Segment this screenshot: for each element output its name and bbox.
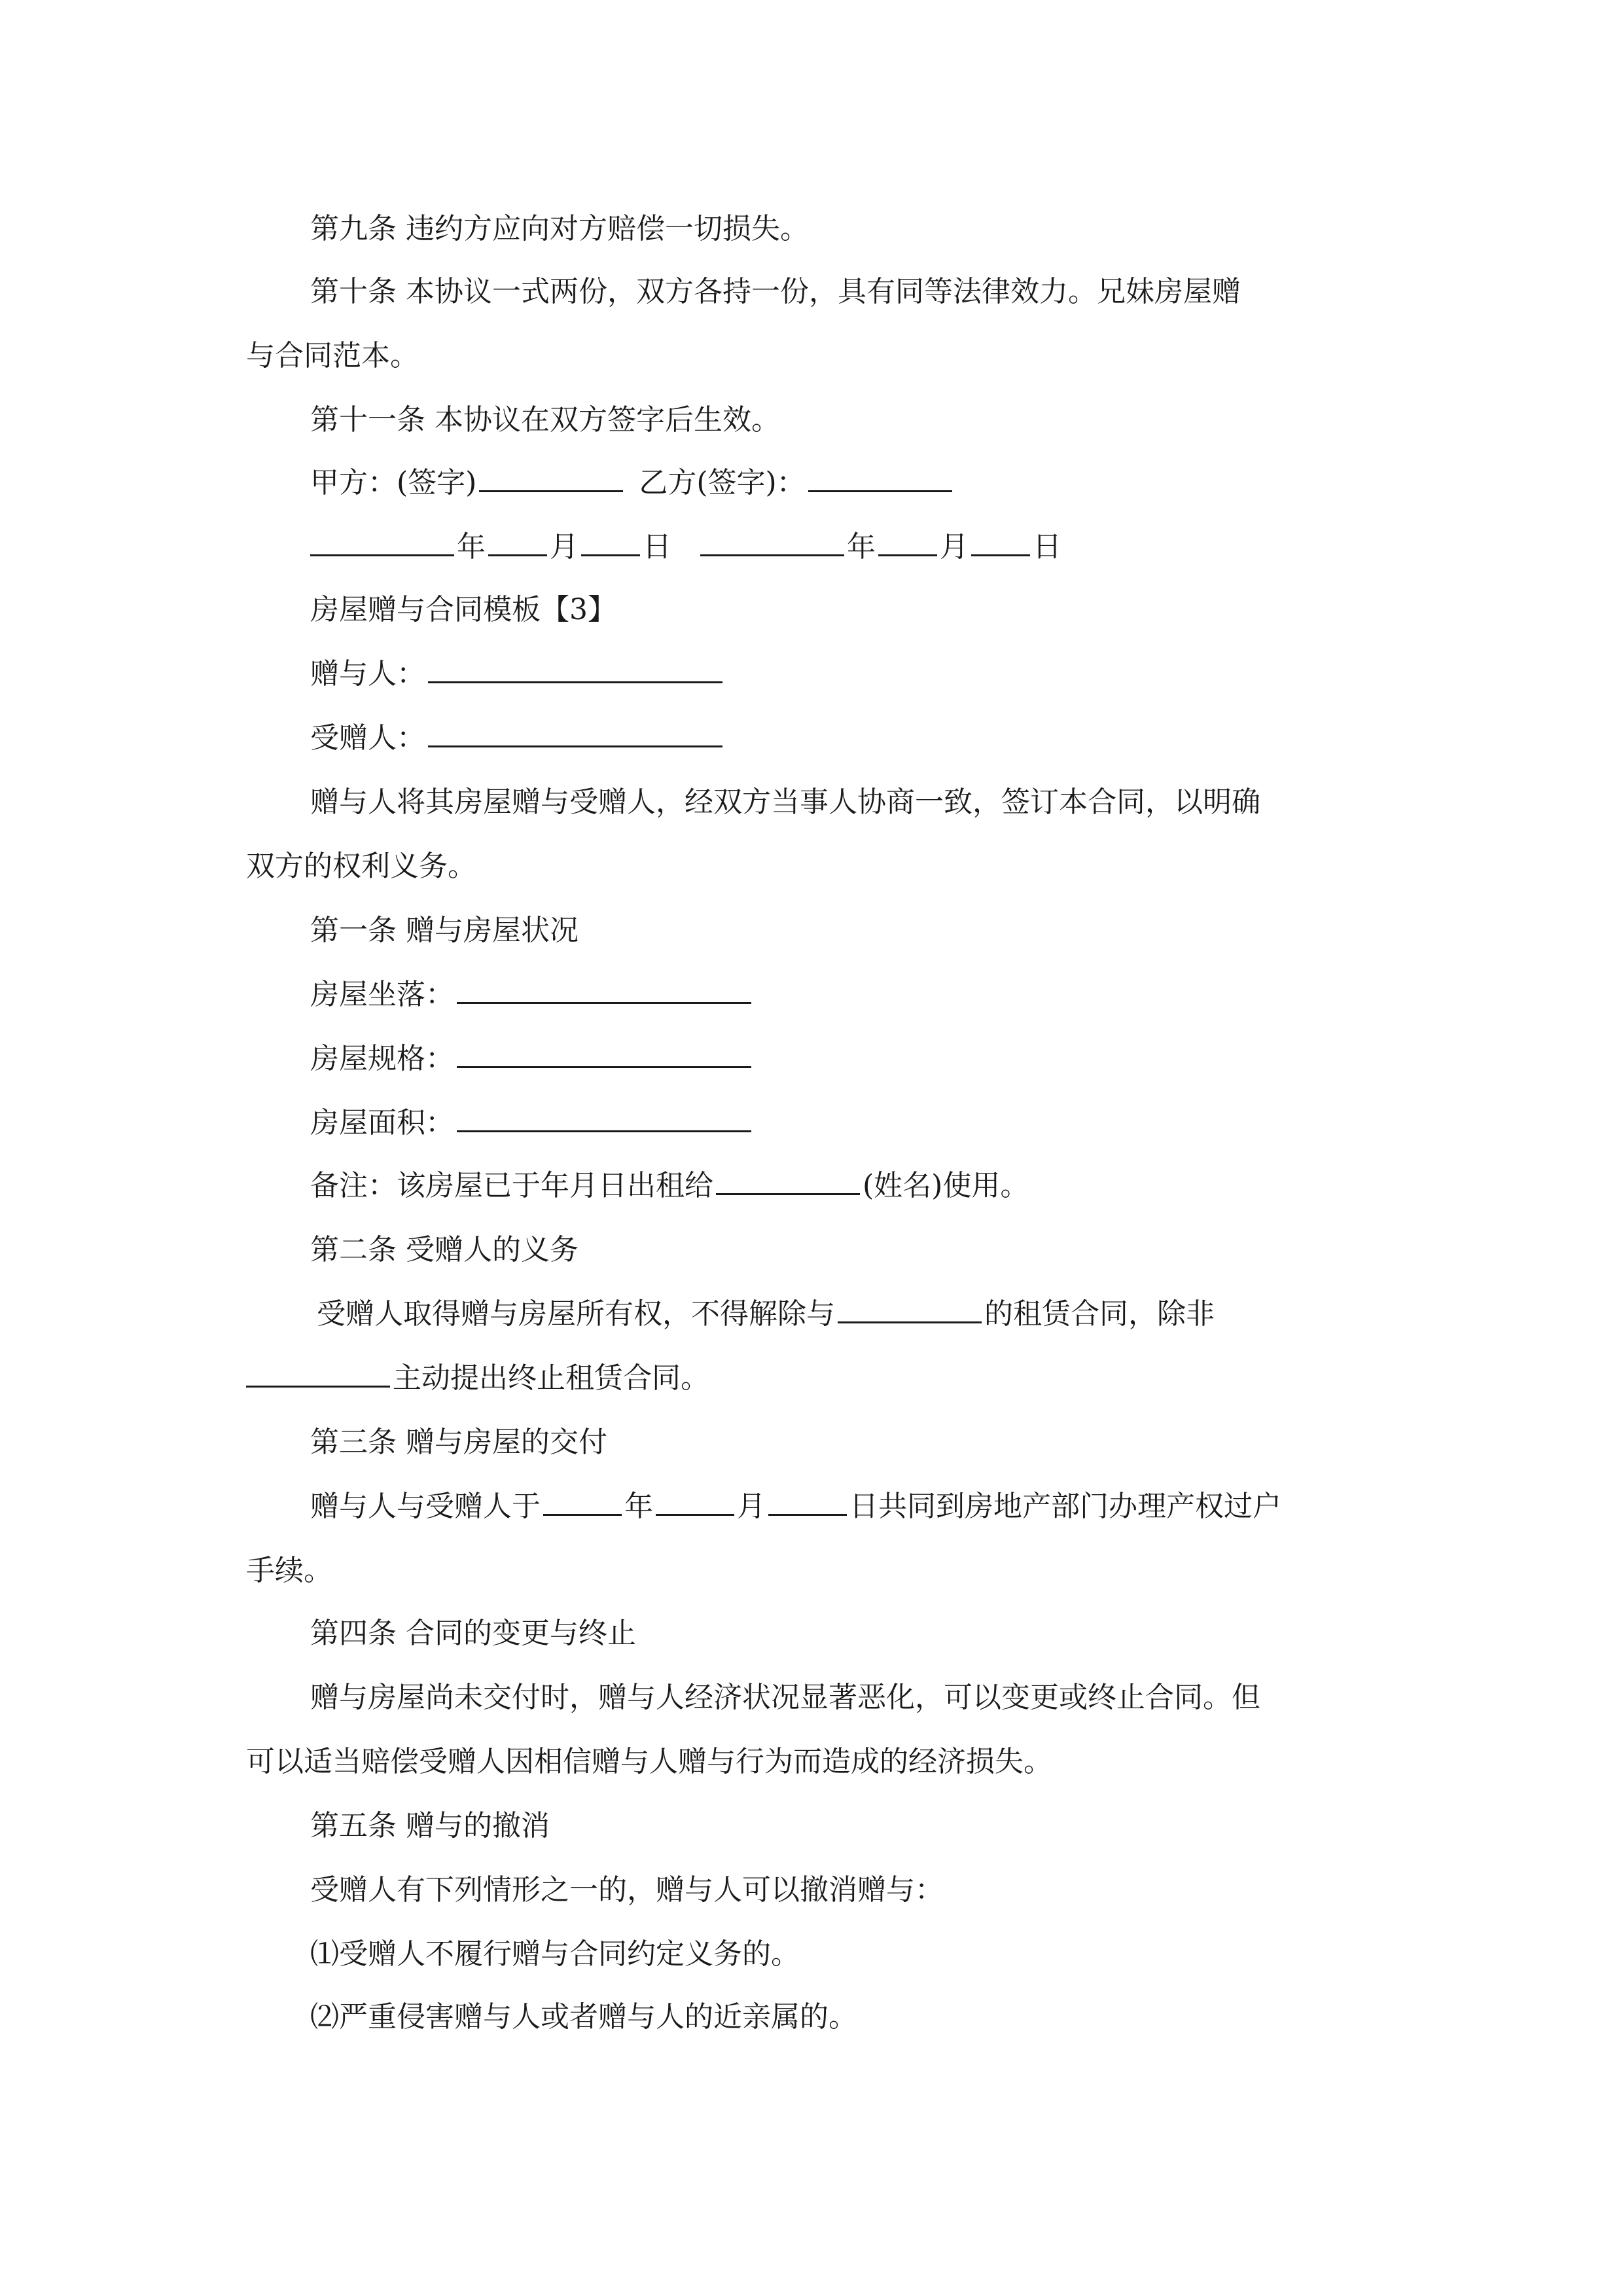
article-5-item-1: ⑴受赠人不履行赠与合同约定义务的。	[310, 1937, 800, 1971]
preamble: 赠与人将其房屋赠与受赠人，经双方当事人协商一致，签订本合同，以明确	[310, 785, 1260, 819]
article-4-body-cont: 可以适当赔偿受赠人因相信赠与人赠与行为而造成的经济损失。	[246, 1745, 1052, 1778]
year-label: 年	[457, 530, 486, 564]
article-4-body: 赠与房屋尚未交付时，赠与人经济状况显著恶化，可以变更或终止合同。但	[310, 1681, 1260, 1714]
article-2-body-cont: 主动提出终止租赁合同。	[246, 1359, 1378, 1398]
article-2-heading: 第二条 受赠人的义务	[310, 1233, 579, 1266]
house-location-blank	[457, 976, 751, 1004]
date-line	[310, 528, 1378, 567]
donee-label: 受赠人：	[310, 721, 425, 755]
tenant-name-blank	[716, 1167, 860, 1195]
donee-line	[310, 719, 1378, 758]
article-3-heading: 第三条 赠与房屋的交付	[310, 1426, 607, 1459]
article-10-cont: 与合同范本。	[246, 339, 419, 372]
article-3-body: 赠与人与受赠人于 年 月 日共同到房地产部门办理产权过户	[310, 1487, 1378, 1526]
party-b-sign-blank	[808, 464, 952, 492]
article-10: 第十条 本协议一式两份，双方各持一份，具有同等法律效力。兄妹房屋赠	[310, 275, 1241, 308]
donee-blank	[428, 719, 722, 747]
article-9: 第九条 违约方应向对方赔偿一切损失。	[310, 212, 809, 245]
preamble-cont: 双方的权利义务。	[246, 850, 476, 883]
article-1-heading: 第一条 赠与房屋状况	[310, 914, 579, 947]
house-location-line	[310, 975, 1378, 1014]
remark-text-end: (姓名)使用。	[863, 1169, 1029, 1202]
house-area-blank	[457, 1104, 751, 1132]
donor-label: 赠与人：	[310, 657, 425, 691]
house-area-line	[310, 1103, 1378, 1143]
year-label: 年	[847, 530, 876, 564]
month-label: 月	[550, 530, 579, 564]
remark-line	[310, 1166, 1378, 1206]
party-b-sign-label: 乙方(签字)：	[639, 466, 806, 499]
article-5-heading: 第五条 赠与的撤消	[310, 1809, 550, 1842]
donor-line	[310, 655, 1378, 694]
house-area-label: 房屋面积：	[310, 1106, 454, 1139]
article-5-body: 受赠人有下列情形之一的，赠与人可以撤消赠与：	[310, 1873, 944, 1907]
house-spec-blank	[457, 1040, 751, 1068]
article-3-body-cont: 手续。	[246, 1554, 332, 1587]
house-location-label: 房屋坐落：	[310, 978, 454, 1011]
signature-line	[310, 463, 1378, 503]
article-5-item-2: ⑵严重侵害赠与人或者赠与人的近亲属的。	[310, 2000, 857, 2034]
article-11: 第十一条 本协议在双方签字后生效。	[310, 403, 780, 437]
article-2-body: 受赠人取得赠与房屋所有权，不得解除与 的租赁合同，除非	[317, 1295, 1378, 1334]
section-title: 房屋赠与合同模板【3】	[310, 593, 616, 626]
party-a-sign-label: 甲方：(签字)	[310, 466, 477, 499]
house-spec-label: 房屋规格：	[310, 1042, 454, 1075]
remark-text: 备注：该房屋已于年月日出租给	[310, 1169, 713, 1202]
day-label: 日	[643, 530, 671, 564]
day-label: 日	[1033, 530, 1061, 564]
month-label: 月	[940, 530, 969, 564]
donor-blank	[428, 655, 722, 683]
house-spec-line	[310, 1039, 1378, 1079]
article-4-heading: 第四条 合同的变更与终止	[310, 1617, 636, 1650]
party-a-sign-blank	[479, 464, 623, 492]
